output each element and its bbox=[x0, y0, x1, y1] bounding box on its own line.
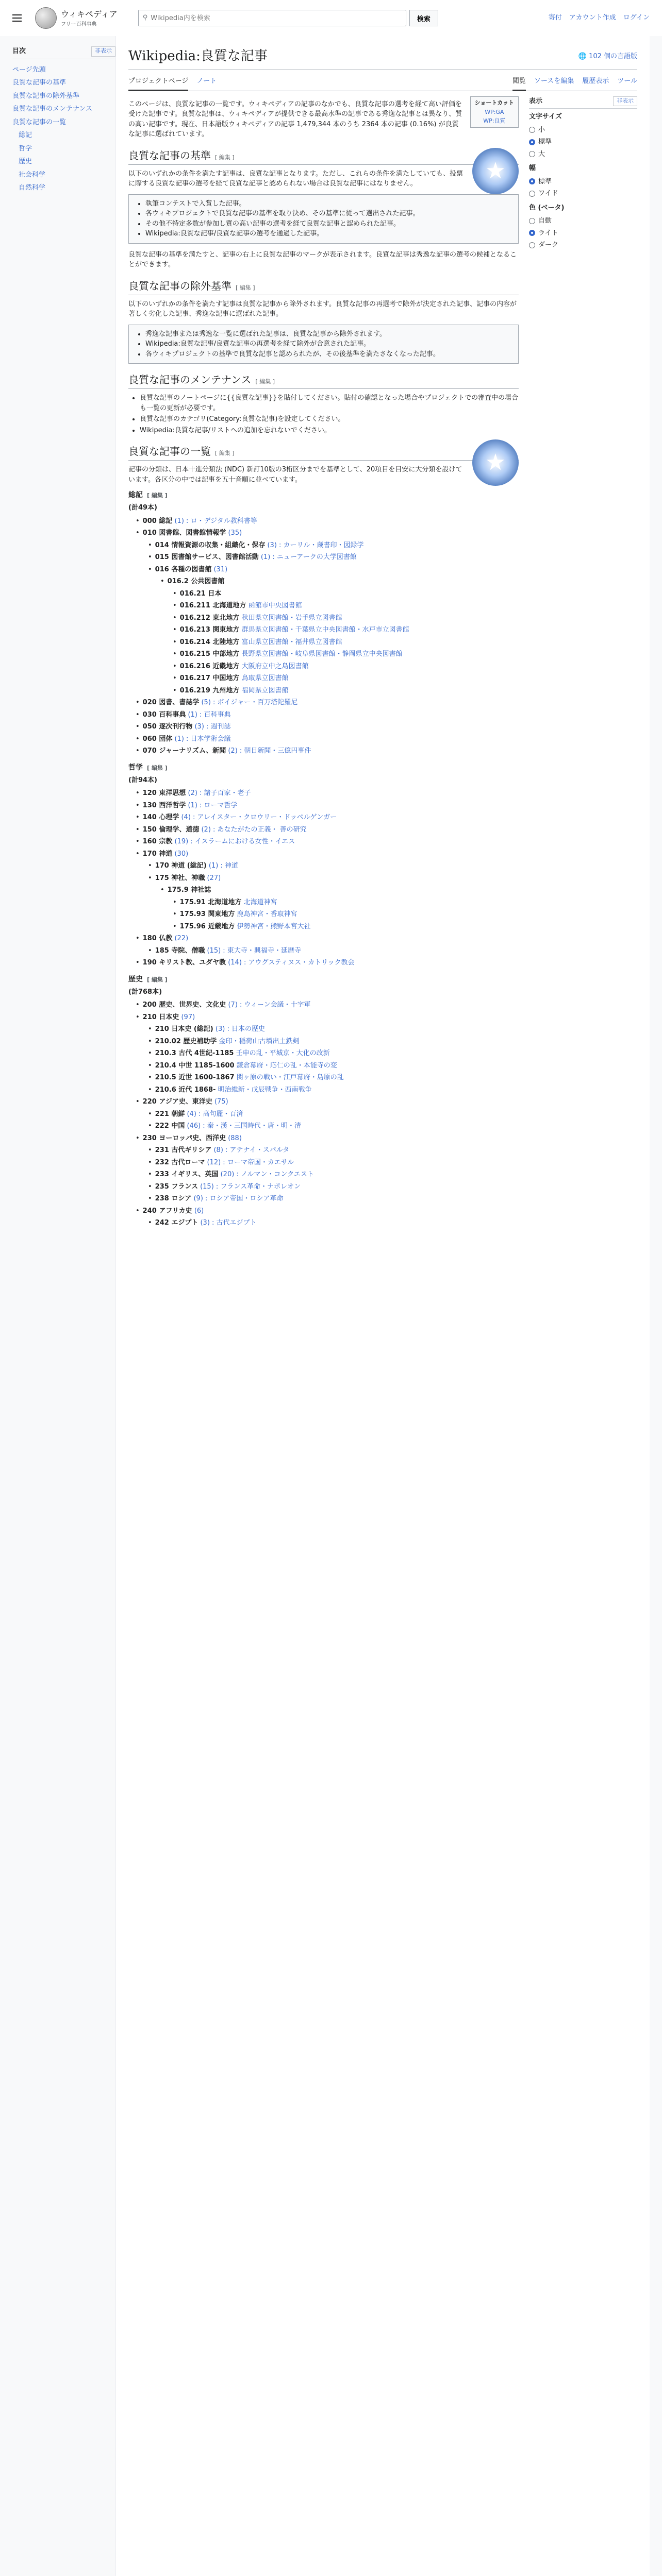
category-code: 220 アジア史、東洋史 bbox=[142, 1098, 212, 1106]
article-links[interactable]: 福岡県立図書館 bbox=[241, 686, 289, 694]
section-heading-exclusion: 良質な記事の除外基準 [ 編集 ] bbox=[128, 278, 519, 295]
criteria-notice bbox=[128, 194, 519, 244]
article-body bbox=[128, 96, 519, 1229]
article-links[interactable]: (1) : 百科事典 bbox=[188, 710, 231, 719]
article-links[interactable]: (7) : ウィーン会議・十字軍 bbox=[228, 1001, 311, 1009]
category-row bbox=[136, 697, 519, 709]
article-links[interactable]: (30) bbox=[174, 850, 189, 858]
radio-option[interactable] bbox=[529, 136, 637, 148]
article-links[interactable]: (1) : 日本学術会議 bbox=[174, 735, 231, 743]
article-links[interactable]: (2) : あなたがたの正義・ 善の研究 bbox=[201, 825, 307, 834]
edit-link[interactable]: [ 編集 ] bbox=[215, 450, 235, 456]
login-link[interactable]: ログイン bbox=[623, 14, 650, 22]
category-row bbox=[160, 575, 519, 588]
category-count: (計94本) bbox=[128, 776, 157, 784]
category-code: 232 古代ローマ bbox=[155, 1158, 205, 1166]
notice-item: • その他不特定多数が参加し質の高い記事の選考を経て良質な記事と認められた記事。 bbox=[145, 219, 511, 229]
category-name: 歴史 bbox=[128, 975, 143, 984]
radio-button-icon[interactable] bbox=[529, 139, 535, 145]
page-tabs bbox=[128, 73, 637, 91]
category-code: 221 朝鮮 bbox=[155, 1110, 185, 1118]
article-links[interactable]: (4) : アレイスター・クロウリー・ドッペルゲンガー bbox=[181, 814, 337, 821]
tab-project-page[interactable]: プロジェクトページ bbox=[128, 73, 188, 91]
section-heading-maintenance: 良質な記事のメンテナンス [ 編集 ] bbox=[128, 372, 519, 389]
article-links[interactable]: (20) : ノルマン・コンクエスト bbox=[220, 1171, 314, 1178]
category-row bbox=[160, 884, 519, 896]
category-row bbox=[148, 1193, 519, 1205]
category-code: 020 図書、書誌学 bbox=[142, 699, 200, 706]
category-row bbox=[148, 539, 519, 552]
category-row bbox=[148, 1023, 519, 1036]
radio-label: ワイド bbox=[538, 190, 558, 197]
donate-link[interactable]: 寄付 bbox=[548, 14, 562, 22]
category-row bbox=[148, 1060, 519, 1072]
category-row bbox=[173, 624, 519, 636]
category-row bbox=[136, 1132, 519, 1145]
category-row bbox=[136, 848, 519, 860]
category-row bbox=[173, 685, 519, 697]
article-links[interactable]: (5) : ボイジャー・百万塔陀羅尼 bbox=[201, 699, 298, 706]
radio-label: ダーク bbox=[538, 241, 559, 249]
article-links[interactable]: 関ヶ原の戦い・江戸幕府・島原の乱 bbox=[236, 1074, 344, 1081]
radio-label: 大 bbox=[538, 150, 545, 158]
article-links[interactable]: 鳥取県立図書館 bbox=[241, 674, 289, 682]
logo-title: ウィキペディア bbox=[61, 9, 118, 19]
category-code: 235 フランス bbox=[155, 1182, 198, 1191]
radio-button-icon[interactable] bbox=[529, 178, 535, 184]
category-code: 238 ロシア bbox=[155, 1195, 192, 1202]
shortcut-box: ショートカット WP:GA WP:良質 bbox=[470, 96, 519, 128]
category-tree bbox=[136, 787, 519, 969]
category-row bbox=[148, 1084, 519, 1096]
category-code: 050 逐次刊行物 bbox=[142, 723, 193, 731]
category-code: 016.213 関東地方 bbox=[179, 626, 240, 634]
category-row bbox=[148, 1168, 519, 1181]
article-links[interactable]: (88) bbox=[228, 1134, 242, 1142]
search-box bbox=[138, 10, 406, 26]
radio-label: 自動 bbox=[538, 217, 552, 225]
article-links[interactable]: (27) bbox=[207, 874, 221, 882]
category-row bbox=[148, 945, 519, 957]
tab-history[interactable]: 履歴表示 bbox=[582, 77, 609, 85]
article-links[interactable]: (3) : 週刊誌 bbox=[194, 723, 231, 731]
category-code: 170 神道 (総記) bbox=[155, 862, 207, 870]
article-links[interactable]: 壬申の乱・平城京・大化の改新 bbox=[236, 1049, 330, 1057]
category-name: 総記 bbox=[128, 491, 143, 499]
category-code: 175 神社、神職 bbox=[155, 874, 205, 882]
category-row bbox=[148, 860, 519, 872]
category-row bbox=[136, 999, 519, 1011]
article-links[interactable]: 明治維新・戊辰戦争・西南戦争 bbox=[218, 1086, 312, 1094]
category-row bbox=[136, 933, 519, 945]
edit-link[interactable]: [ 編集 ] bbox=[147, 492, 168, 499]
article-links[interactable]: (2) : 諸子百家・老子 bbox=[188, 789, 251, 797]
category-code: 016.212 東北地方 bbox=[179, 614, 240, 622]
category-tree bbox=[136, 515, 519, 757]
appearance-panel: 表示 非表示 文字サイズ 小 標準 大 幅 標準 ワイド 色 (ベータ) 自動 ライト ダーク bbox=[529, 96, 637, 1229]
exclusion-notice bbox=[128, 325, 519, 364]
category-code: 130 西洋哲学 bbox=[142, 801, 186, 809]
radio-label: 標準 bbox=[538, 177, 552, 185]
radio-button-icon[interactable] bbox=[529, 218, 535, 224]
category-code: 016.216 近畿地方 bbox=[179, 662, 240, 670]
article-links[interactable]: (3) : カーリル・蔵書印・図録学 bbox=[267, 541, 364, 549]
category-row bbox=[136, 824, 519, 836]
category-row bbox=[148, 1217, 519, 1229]
article-links[interactable]: (3) : 古代エジプト bbox=[200, 1219, 257, 1227]
toc-item[interactable]: 哲学 bbox=[19, 144, 32, 152]
search-button[interactable]: 検索 bbox=[409, 10, 438, 26]
toc-item[interactable]: 良質な記事の基準 bbox=[12, 79, 67, 87]
article-links[interactable]: 伊勢神宮・熊野本宮大社 bbox=[237, 922, 311, 930]
article-links[interactable]: 鹿島神宮・香取神宮 bbox=[237, 910, 297, 918]
article-links[interactable]: (19) : イスラームにおける女性・イエス bbox=[174, 838, 295, 845]
category-code: 016.215 中部地方 bbox=[179, 650, 240, 658]
toc-item[interactable]: ページ先頭 bbox=[12, 65, 46, 74]
toc-item[interactable]: 歴史 bbox=[19, 158, 32, 165]
logo-subtitle: フリー百科事典 bbox=[61, 21, 97, 27]
radio-option[interactable] bbox=[529, 124, 637, 137]
category-code: 210.5 近世 1600-1867 bbox=[155, 1074, 235, 1081]
category-row bbox=[136, 515, 519, 528]
toc-item[interactable]: 良質な記事の一覧 bbox=[12, 118, 67, 126]
article-links[interactable]: 群馬県立図書館・千葉県立中央図書館・水戸市立図書館 bbox=[241, 626, 409, 634]
site-header bbox=[0, 0, 662, 36]
category-code: 242 エジプト bbox=[155, 1219, 198, 1227]
category-code: 233 イギリス、英国 bbox=[155, 1171, 219, 1178]
article-links[interactable]: 金印・稲荷山古墳出土鉄剣 bbox=[219, 1037, 300, 1045]
category-row bbox=[148, 1108, 519, 1121]
category-row bbox=[148, 551, 519, 564]
category-row bbox=[136, 1011, 519, 1024]
toc-title: 目次 非表示 bbox=[12, 46, 115, 59]
radio-option[interactable] bbox=[529, 215, 637, 227]
category-code: 120 東洋思想 bbox=[142, 789, 186, 797]
language-button[interactable]: 🌐 102 個の言語版 bbox=[578, 52, 637, 60]
category-count: (計49本) bbox=[128, 504, 157, 512]
category-row bbox=[148, 1181, 519, 1193]
category-code: 000 総記 bbox=[142, 517, 173, 525]
article-links[interactable]: (97) bbox=[181, 1013, 195, 1021]
article-links[interactable]: (1) : ローマ哲学 bbox=[188, 801, 238, 809]
radio-button-icon[interactable] bbox=[529, 151, 535, 157]
category-row bbox=[173, 588, 519, 600]
radio-option[interactable] bbox=[529, 227, 637, 240]
category-row bbox=[148, 1144, 519, 1157]
page-title: Wikipedia:良質な記事 bbox=[128, 48, 268, 64]
category-row bbox=[136, 733, 519, 745]
article-links[interactable]: 鎌倉幕府・応仁の乱・本能寺の変 bbox=[236, 1061, 337, 1070]
category-code: 016.211 北海道地方 bbox=[179, 602, 246, 609]
category-code: 016.219 九州地方 bbox=[179, 686, 240, 694]
article-links[interactable]: (2) : 朝日新聞・三億円事件 bbox=[228, 747, 311, 755]
toc-item[interactable]: 良質な記事のメンテナンス bbox=[12, 105, 92, 113]
category-heading bbox=[128, 490, 519, 501]
category-heading bbox=[128, 762, 519, 773]
category-row bbox=[173, 921, 519, 933]
category-row bbox=[136, 1096, 519, 1108]
good-article-star-icon: ★ bbox=[472, 439, 519, 486]
article-links[interactable]: (75) bbox=[214, 1098, 228, 1106]
radio-label: 標準 bbox=[538, 138, 552, 146]
radio-button-icon[interactable] bbox=[529, 230, 535, 236]
criteria-text: 以下のいずれかの条件を満たす記事は、良質な記事となります。ただし、これらの条件を満たしていても、投票に際する良質な記事の選考を経て良質な記事と認められない場合は良質な記事にはなりません。 bbox=[128, 170, 463, 188]
radio-label: ライト bbox=[538, 229, 558, 237]
category-row bbox=[148, 1072, 519, 1084]
category-code: 175.9 神社誌 bbox=[167, 886, 211, 894]
article-links[interactable]: (8) : アテナイ・スパルタ bbox=[213, 1146, 290, 1154]
category-code: 240 アフリカ史 bbox=[142, 1207, 192, 1215]
category-code: 150 倫理学、道徳 bbox=[142, 825, 200, 834]
category-row bbox=[148, 1157, 519, 1169]
good-article-star-icon: ★ bbox=[472, 148, 519, 194]
category-row bbox=[148, 872, 519, 885]
personal-tools bbox=[549, 13, 650, 23]
radio-option[interactable] bbox=[529, 239, 637, 251]
radio-option[interactable] bbox=[529, 176, 637, 188]
category-row bbox=[136, 811, 519, 824]
category-code: 185 寺院、僧職 bbox=[155, 946, 205, 955]
category-row bbox=[136, 836, 519, 848]
category-row bbox=[136, 745, 519, 757]
intro-text: このページは、良質な記事の一覧です。ウィキペディアの記事のなかでも、良質な記事の選考を経て高い評価を受けた記事です。良質な記事は、ウィキペディアが提供できる最高水準の記事である秀逸な記事とは異なり、質の高い記事です。現在、日本語版ウィキペディアの記事 1,479,344 本のうち 2364 本の記事 (0.16%) が良質な記事に選ばれています。 bbox=[128, 100, 462, 138]
article-links[interactable]: (3) : 日本の歴史 bbox=[215, 1025, 265, 1033]
article-links[interactable]: 函館市中央図書館 bbox=[248, 602, 302, 609]
article-links[interactable]: 長野県立図書館・岐阜県図書館・静岡県立中央図書館 bbox=[241, 650, 403, 658]
category-row bbox=[136, 709, 519, 721]
category-row bbox=[136, 721, 519, 733]
edit-link[interactable]: [ 編集 ] bbox=[147, 976, 168, 983]
radio-button-icon[interactable] bbox=[529, 127, 535, 133]
category-code: 170 神道 bbox=[142, 850, 173, 858]
create-account-link[interactable]: アカウント作成 bbox=[569, 14, 616, 22]
appearance-hide-button[interactable]: 非表示 bbox=[613, 96, 637, 107]
edit-link[interactable]: [ 編集 ] bbox=[147, 764, 168, 771]
category-code: 010 図書館、図書館情報学 bbox=[142, 529, 226, 537]
category-row bbox=[136, 800, 519, 812]
category-heading bbox=[128, 974, 519, 985]
category-code: 140 心理学 bbox=[142, 814, 179, 821]
category-row bbox=[173, 896, 519, 909]
category-code: 210.4 中世 1185-1600 bbox=[155, 1061, 235, 1070]
category-code: 210 日本史 bbox=[142, 1013, 179, 1021]
tab-edit-source[interactable]: ソースを編集 bbox=[534, 77, 574, 85]
category-code: 210 日本史 (総記) bbox=[155, 1025, 213, 1033]
tab-read[interactable]: 閲覧 bbox=[512, 73, 526, 91]
category-row bbox=[173, 612, 519, 624]
category-code: 200 歴史、世界史、文化史 bbox=[142, 1001, 226, 1009]
category-code: 030 百科事典 bbox=[142, 710, 186, 719]
toc-sidebar bbox=[12, 36, 115, 2576]
article-links[interactable]: 富山県立図書館・福井県立図書館 bbox=[241, 638, 342, 646]
category-row bbox=[136, 787, 519, 800]
article-links[interactable]: (35) bbox=[228, 529, 242, 537]
article-links[interactable]: (12) : ローマ帝国・カエサル bbox=[207, 1158, 294, 1166]
toc-item[interactable]: 良質な記事の除外基準 bbox=[12, 92, 80, 100]
article-links[interactable]: (1) : ロ・デジタル教科書等 bbox=[174, 517, 257, 525]
category-row bbox=[173, 672, 519, 685]
toc-hide-button[interactable]: 非表示 bbox=[91, 46, 115, 57]
exclusion-text: 以下のいずれかの条件を満たす記事は良質な記事から除外されます。良質な記事の再選考で除外が決定された記事、記事の内容が著しく劣化した記事、秀逸な記事に選ばれた記事。 bbox=[128, 300, 517, 318]
radio-button-icon[interactable] bbox=[529, 191, 535, 197]
maintenance-item: • 良質な記事のノートページに{{良質な記事}}を貼付してください。貼付の確認となった場合やプロジェクトでの審査中の場合も一覧の更新が必要です。 bbox=[140, 393, 519, 413]
category-code: 015 図書館サービス、図書館活動 bbox=[155, 553, 259, 561]
criteria-text-2: 良質な記事の基準を満たすと、記事の右上に良質な記事のマークが表示されます。良質な記事は秀逸な記事の選考の候補となることができます。 bbox=[128, 250, 517, 268]
category-row bbox=[148, 1120, 519, 1132]
edit-link[interactable]: [ 編集 ] bbox=[215, 154, 235, 161]
article-links[interactable]: (4) : 高句麗・百済 bbox=[187, 1110, 243, 1118]
shortcut-link[interactable]: WP:良質 bbox=[483, 117, 506, 124]
category-code: 016 各種の図書館 bbox=[155, 565, 212, 573]
article-links[interactable]: (9) : ロシア帝国・ロシア革命 bbox=[193, 1195, 284, 1202]
site-logo[interactable] bbox=[35, 7, 118, 29]
notice-item: • 執筆コンテストで入賞した記事。 bbox=[145, 199, 511, 209]
category-code: 016.214 北陸地方 bbox=[179, 638, 240, 646]
shortcut-link[interactable]: WP:GA bbox=[485, 109, 504, 115]
toc-item[interactable]: 総記 bbox=[19, 131, 32, 139]
article-links[interactable]: (22) bbox=[174, 935, 189, 942]
maintenance-item: • Wikipedia:良質な記事/リストへの追加を忘れないでください。 bbox=[140, 426, 519, 436]
category-count: (計768本) bbox=[128, 988, 162, 996]
article-links[interactable]: (1) : ニューアークの大学図書館 bbox=[260, 553, 357, 561]
article-links[interactable]: (31) bbox=[213, 565, 228, 573]
article-links[interactable]: (1) : 神道 bbox=[208, 862, 238, 870]
maintenance-item: • 良質な記事のカテゴリ(Category:良質な記事)を設定してください。 bbox=[140, 414, 519, 425]
article-links[interactable]: (46) : 秦・漢・三国時代・唐・明・清 bbox=[187, 1122, 301, 1130]
category-row bbox=[173, 648, 519, 660]
category-row bbox=[148, 564, 519, 576]
radio-option[interactable] bbox=[529, 148, 637, 161]
section-heading-criteria: 良質な記事の基準 [ 編集 ] bbox=[128, 148, 519, 165]
category-code: 231 古代ギリシア bbox=[155, 1146, 212, 1154]
notice-item: • 各ウィキプロジェクトの基準で良質な記事と認められたが、その後基準を満たさなくなった記事。 bbox=[145, 349, 511, 360]
category-code: 210.6 近代 1868- bbox=[155, 1086, 216, 1094]
category-code: 070 ジャーナリズム、新聞 bbox=[142, 747, 226, 755]
category-code: 210.02 歴史補助学 bbox=[155, 1037, 217, 1045]
article-links[interactable]: 北海道神宮 bbox=[243, 898, 277, 906]
toc-item[interactable]: 自然科学 bbox=[19, 184, 46, 192]
article-links[interactable]: (6) bbox=[194, 1207, 204, 1215]
category-row bbox=[148, 1047, 519, 1060]
category-code: 230 ヨーロッパ史、西洋史 bbox=[142, 1134, 226, 1142]
category-row bbox=[148, 1036, 519, 1048]
category-name: 哲学 bbox=[128, 763, 143, 772]
category-row bbox=[173, 908, 519, 921]
category-code: 016.2 公共図書館 bbox=[167, 578, 225, 585]
category-row bbox=[173, 636, 519, 649]
search-input[interactable] bbox=[151, 14, 401, 22]
edit-link[interactable]: [ 編集 ] bbox=[236, 284, 255, 291]
main-menu-button[interactable] bbox=[12, 10, 29, 26]
notice-item: • 各ウィキプロジェクトで良質な記事の基準を取り決め、その基準に従って選出された記事。 bbox=[145, 209, 511, 219]
edit-link[interactable]: [ 編集 ] bbox=[255, 378, 275, 385]
tab-talk[interactable]: ノート bbox=[196, 77, 217, 85]
category-row bbox=[136, 1205, 519, 1217]
category-code: 175.96 近畿地方 bbox=[179, 922, 235, 930]
radio-button-icon[interactable] bbox=[529, 242, 535, 248]
category-row bbox=[173, 600, 519, 612]
category-code: 160 宗教 bbox=[142, 838, 173, 845]
tab-tools[interactable]: ツール bbox=[617, 77, 637, 85]
category-tree bbox=[136, 999, 519, 1229]
category-code: 014 情報資源の収集・組織化・保存 bbox=[155, 541, 266, 549]
category-code: 175.93 関東地方 bbox=[179, 910, 235, 918]
article-links[interactable]: (15) : 東大寺・興福寺・延暦寺 bbox=[207, 946, 301, 955]
notice-item: • Wikipedia:良質な記事/良質な記事の選考を通過した記事。 bbox=[145, 229, 511, 239]
article-links[interactable]: 秋田県立図書館・岩手県立図書館 bbox=[241, 614, 342, 622]
article-links[interactable]: (15) : フランス革命・ナポレオン bbox=[200, 1182, 301, 1191]
main-content bbox=[115, 36, 650, 2576]
category-row bbox=[136, 527, 519, 539]
radio-label: 小 bbox=[538, 126, 545, 134]
category-row bbox=[173, 660, 519, 673]
radio-option[interactable] bbox=[529, 188, 637, 200]
category-row bbox=[136, 957, 519, 969]
search-icon: ⚲ bbox=[142, 14, 148, 22]
category-code: 016.21 日本 bbox=[179, 589, 222, 598]
list-text: 記事の分類は、日本十進分類法 (NDC) 新訂10版の3桁区分までを基準として、20項目を目安に大分類を設けています。各区分の中では記事を五十音順に並べています。 bbox=[128, 466, 462, 484]
category-code: 222 中国 bbox=[155, 1122, 185, 1130]
article-links[interactable]: (14) : アウグスティヌス・カトリック教会 bbox=[228, 959, 355, 967]
section-heading-list: 良質な記事の一覧 [ 編集 ] bbox=[128, 444, 519, 461]
category-code: 175.91 北海道地方 bbox=[179, 898, 242, 906]
wikipedia-globe-icon bbox=[35, 7, 57, 29]
category-code: 210.3 古代 4世紀-1185 bbox=[155, 1049, 234, 1057]
category-code: 190 キリスト教、ユダヤ教 bbox=[142, 959, 226, 967]
category-code: 060 団体 bbox=[142, 735, 173, 743]
category-code: 180 仏教 bbox=[142, 935, 173, 942]
article-links[interactable]: 大阪府立中之島図書館 bbox=[241, 662, 309, 670]
category-code: 016.217 中国地方 bbox=[179, 674, 240, 682]
notice-item: • 秀逸な記事または秀逸な一覧に選ばれた記事は、良質な記事から除外されます。 bbox=[145, 329, 511, 340]
toc-item[interactable]: 社会科学 bbox=[19, 171, 46, 179]
notice-item: • Wikipedia:良質な記事/良質な記事の再選考を経て除外が合意された記事。 bbox=[145, 339, 511, 349]
